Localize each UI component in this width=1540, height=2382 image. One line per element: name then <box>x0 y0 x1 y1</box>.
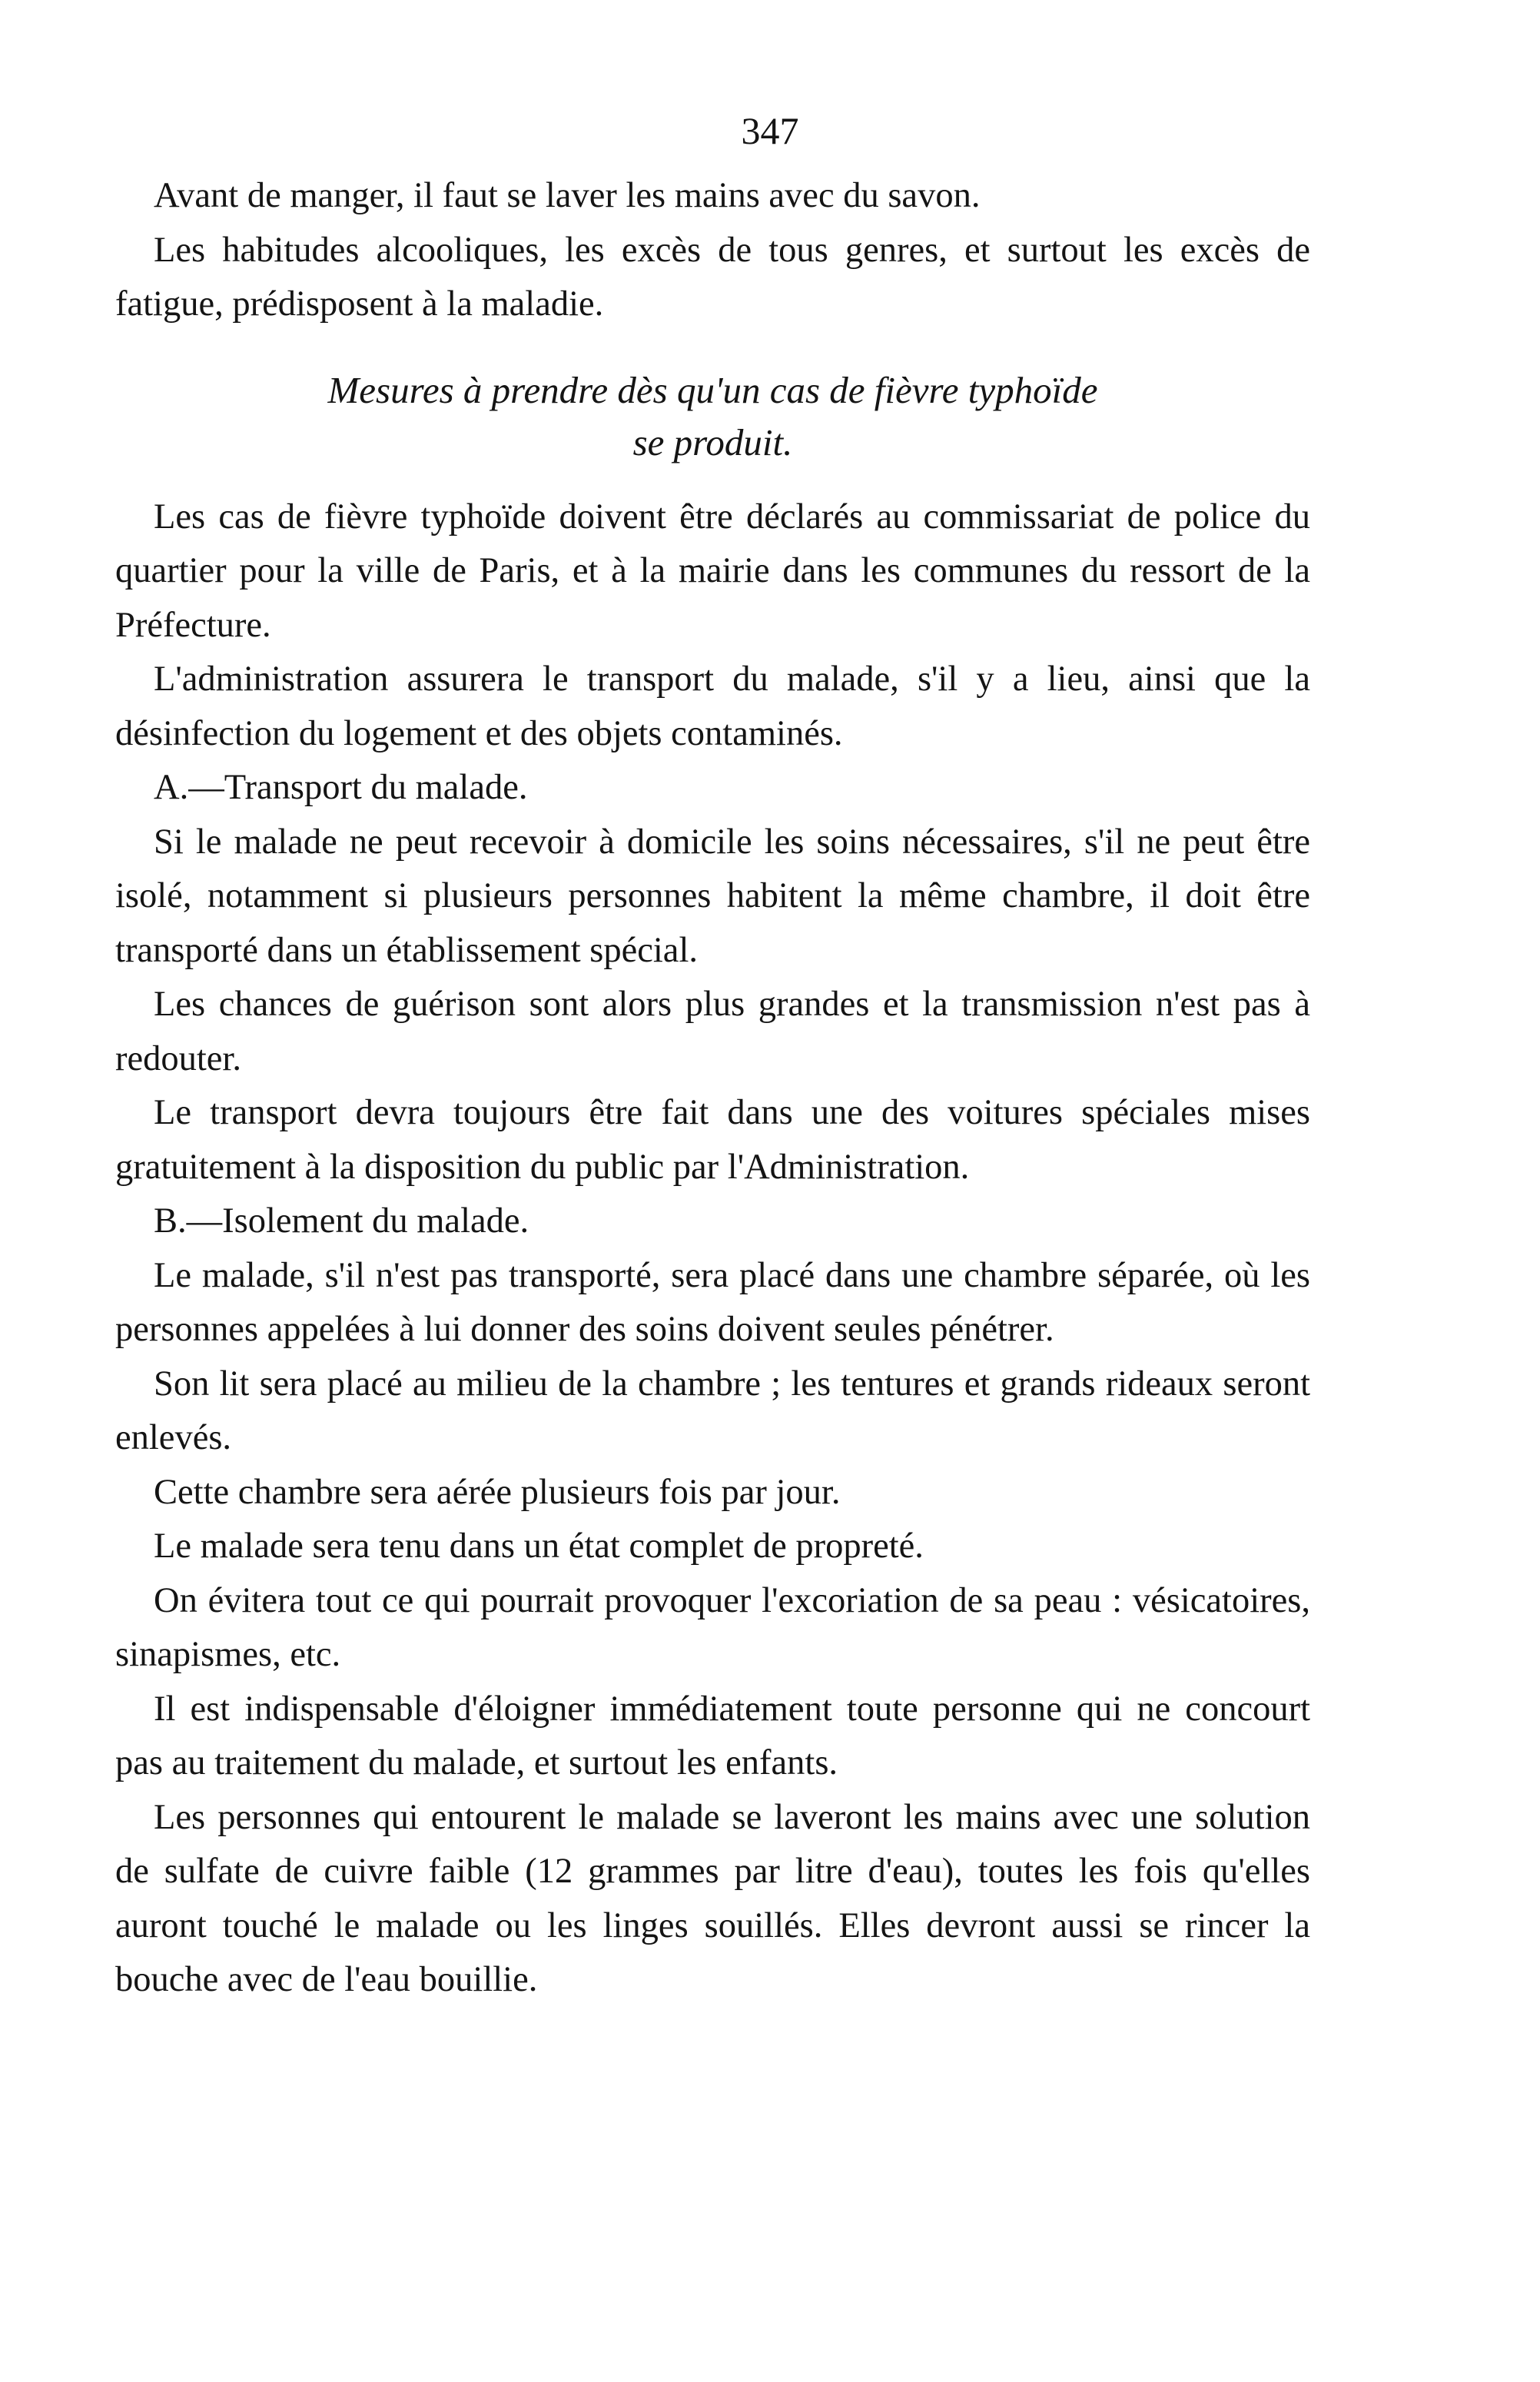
paragraph-isolement-7: Les personnes qui entourent le malade se laveront les mains avec une solution de sulfate de cuivre faible (12 grammes par litre d'eau), toutes les fois qu'elles auront touché le malade ou les linges souillés. Elles devront aussi se rincer la bouche avec de l'eau bouillie. <box>115 1797 1310 1999</box>
section-heading-line-1: Mesures à prendre dès qu'un cas de fièvre typhoïde <box>327 368 1098 411</box>
section-heading-line-2: se produit. <box>632 420 793 463</box>
paragraph-isolement-5: On évitera tout ce qui pourrait provoquer l'excoriation de sa peau : vésicatoires, sinapismes, etc. <box>115 1580 1310 1674</box>
paragraph-declaration-2: L'administration assurera le transport du malade, s'il y a lieu, ainsi que la désinfection du logement et des objets contaminés. <box>115 659 1310 753</box>
paragraph-isolement-6: Il est indispensable d'éloigner immédiatement toute personne qui ne concourt pas au traitement du malade, et surtout les enfants. <box>115 1689 1310 1782</box>
section-heading <box>115 364 1310 469</box>
page-number: 347 <box>741 109 799 152</box>
subsection-title-isolement: B.—Isolement du malade. <box>154 1201 529 1241</box>
paragraph-intro-2: Les habitudes alcooliques, les excès de tous genres, et surtout les excès de fatigue, prédisposent à la maladie. <box>115 230 1310 324</box>
paragraph-transport-1: Si le malade ne peut recevoir à domicile les soins nécessaires, s'il ne peut être isolé, notamment si plusieurs personnes habitent la même chambre, il doit être transporté dans un établissement spécial. <box>115 822 1310 970</box>
paragraph-transport-3: Le transport devra toujours être fait dans une des voitures spéciales mises gratuitement à la disposition du public par l'Administration. <box>115 1093 1310 1187</box>
paragraph-isolement-1: Le malade, s'il n'est pas transporté, sera placé dans une chambre séparée, où les personnes appelées à lui donner des soins doivent seules pénétrer. <box>115 1255 1310 1349</box>
paragraph-isolement-3: Cette chambre sera aérée plusieurs fois par jour. <box>154 1472 841 1512</box>
paragraph-intro-1: Avant de manger, il faut se laver les mains avec du savon. <box>154 176 981 215</box>
page-body <box>115 169 1310 2008</box>
paragraph-declaration-1: Les cas de fièvre typhoïde doivent être déclarés au commissariat de police du quartier pour la ville de Paris, et à la mairie dans les communes du ressort de la Préfecture. <box>115 497 1310 645</box>
paragraph-isolement-2: Son lit sera placé au milieu de la chambre ; les tentures et grands rideaux seront enlevés. <box>115 1364 1310 1457</box>
subsection-title-transport: A.—Transport du malade. <box>154 768 528 807</box>
paragraph-isolement-4: Le malade sera tenu dans un état complet de propreté. <box>154 1527 924 1566</box>
paragraph-transport-2: Les chances de guérison sont alors plus grandes et la transmission n'est pas à redouter. <box>115 985 1310 1078</box>
